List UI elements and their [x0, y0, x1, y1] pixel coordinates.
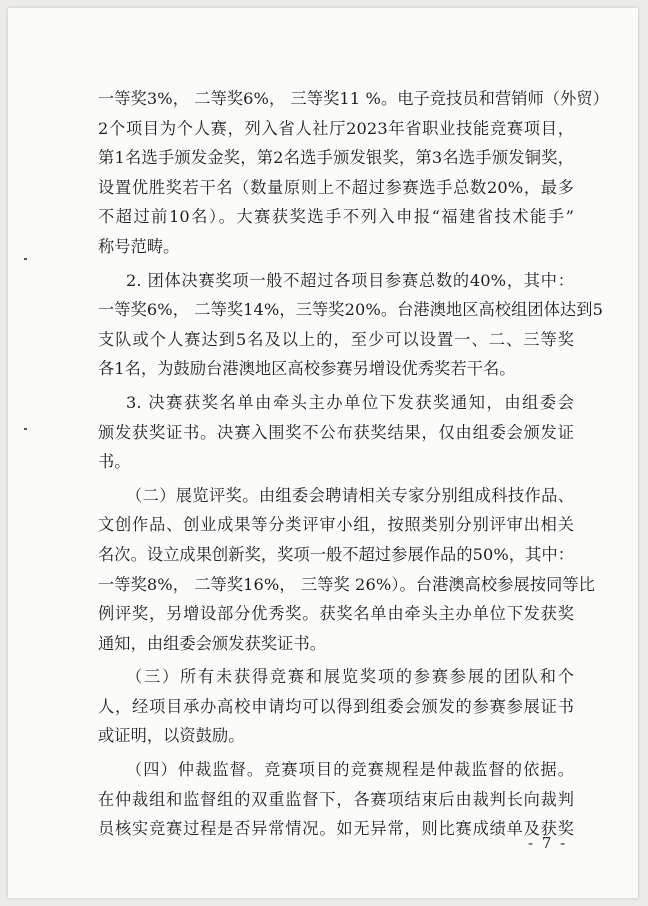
document-body [98, 84, 609, 844]
text-line: 在仲裁组和监督组的双重监督下，各赛项结束后由裁判长向裁判 [98, 789, 574, 809]
page-number: - 7 - [528, 834, 568, 852]
text-line: 通知，由组委会颁发获奖证书。 [98, 633, 327, 653]
text-line: 书。 [98, 452, 131, 472]
text-line: 一等奖6%， 二等奖14%，三等奖20%。台港澳地区高校组团体达到5 [98, 300, 603, 320]
text-line: 人，经项目承办高校申请均可以得到组委会颁发的参赛参展证书 [98, 696, 574, 716]
text-line: 文创作品、创业成果等分类评审小组，按照类别分别评审出相关 [98, 515, 574, 535]
document-page [8, 8, 638, 898]
text-line: 设置优胜奖若干名（数量原则上不超过参赛选手总数20%，最多 [98, 177, 574, 197]
text-line: 2个项目为个人赛，列入省人社厅2023年省职业技能竞赛项目， [98, 118, 574, 138]
scan-edge-mark [24, 258, 27, 260]
text-line: （三）所有未获得竞赛和展览奖项的参赛参展的团队和个 [126, 667, 574, 687]
text-line: （四）仲裁监督。竞赛项目的竞赛规程是仲裁监督的依据。 [126, 760, 574, 780]
text-line: 2. 团体决赛奖项一般不超过各项目参赛总数的40%，其中： [126, 270, 574, 290]
text-line: 名次。设立成果创新奖，奖项一般不超过参展作品的50%，其中： [98, 544, 575, 564]
text-line: 不超过前10名）。大赛获奖选手不列入申报“福建省技术能手” [98, 207, 574, 227]
text-line: 一等奖3%， 二等奖6%， 三等奖11 %。电子竞技员和营销师（外贸） [98, 89, 609, 108]
text-line: 员核实竞赛过程是否异常情况。如无异常，则比赛成绩单及获奖 [98, 819, 574, 839]
text-line: 3. 决赛获奖名单由牵头主办单位下发获奖通知，由组委会 [126, 392, 574, 412]
text-line: 一等奖8%， 二等奖16%， 三等奖 26%）。台港澳高校参展按同等比 [98, 574, 595, 594]
text-line: 称号范畴。 [98, 236, 180, 256]
text-line: （二）展览评奖。由组委会聘请相关专家分别组成科技作品、 [126, 485, 574, 505]
text-line: 或证明，以资鼓励。 [98, 726, 245, 746]
text-line: 各1名，为鼓励台港澳地区高校参赛另增设优秀奖若干名。 [98, 359, 516, 379]
text-line: 第1名选手颁发金奖，第2名选手颁发银奖，第3名选手颁发铜奖， [98, 148, 574, 168]
text-line: 颁发获奖证书。决赛入围奖不公布获奖结果，仅由组委会颁发证 [98, 422, 574, 442]
text-line: 支队或个人赛达到5名及以上的，至少可以设置一、二、三等奖 [98, 329, 574, 349]
scan-edge-mark [24, 428, 27, 430]
text-line: 例评奖，另增设部分优秀奖。获奖名单由牵头主办单位下发获奖 [98, 604, 574, 624]
